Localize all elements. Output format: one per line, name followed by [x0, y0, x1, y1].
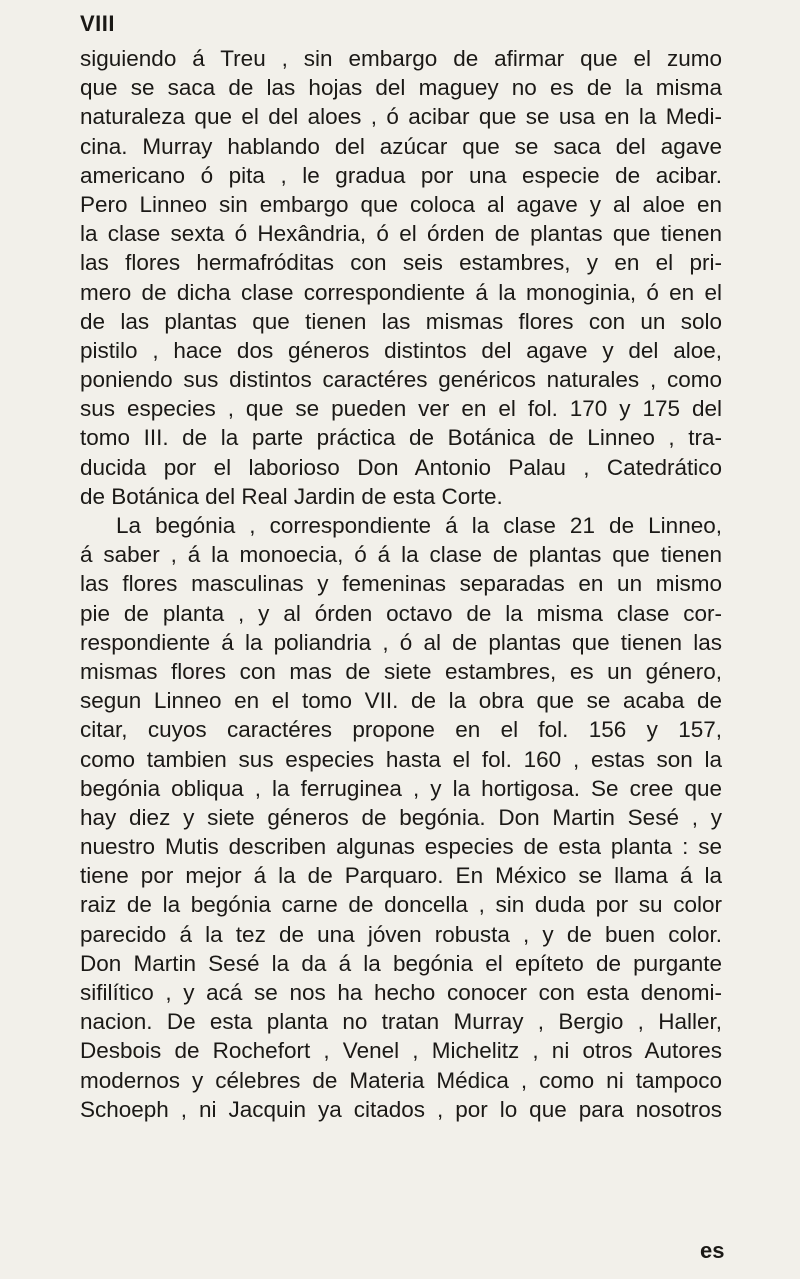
text-line: las flores hermafróditas con seis estambres, y en el pri-	[80, 250, 722, 276]
text-line: las flores masculinas y femeninas separadas en un mismo	[80, 571, 722, 597]
text-line: Don Martin Sesé la da á la begónia el epíteto de purgante	[80, 950, 722, 976]
text-line: segun Linneo en el tomo VII. de la obra que se acaba de	[80, 688, 722, 714]
body-text	[80, 44, 722, 1124]
paragraph-start-line: La begónia , correspondiente á la clase 21 de Linneo,	[116, 513, 722, 538]
text-line: siguiendo á Treu , sin embargo de afirmar que el zumo	[80, 46, 722, 71]
text-line: americano ó pita , le gradua por una especie de acibar.	[80, 162, 722, 188]
text-line: poniendo sus distintos caractéres genéricos naturales , como	[80, 367, 722, 393]
text-line: tomo III. de la parte práctica de Botánica de Linneo , tra-	[80, 425, 722, 451]
text-line: la clase sexta ó Hexândria, ó el órden de plantas que tienen	[80, 221, 722, 247]
text-line: tiene por mejor á la de Parquaro. En México se llama á la	[80, 863, 722, 889]
paragraph-end-line: de Botánica del Real Jardin de esta Corte.	[80, 483, 503, 509]
text-line: sifilítico , y acá se nos ha hecho conocer con esta denomi-	[80, 980, 722, 1005]
text-line: cina. Murray hablando del azúcar que se saca del agave	[80, 133, 722, 159]
text-line: como tambien sus especies hasta el fol. 160 , estas son la	[80, 746, 722, 772]
text-line: de las plantas que tienen las mismas flores con un solo	[80, 308, 722, 334]
text-line: mismas flores con mas de siete estambres, es un género,	[80, 658, 722, 684]
text-line: respondiente á la poliandria , ó al de plantas que tienen las	[80, 629, 722, 655]
text-line: hay diez y siete géneros de begónia. Don Martin Sesé , y	[80, 804, 722, 830]
text-line: pistilo , hace dos géneros distintos del agave y del aloe,	[80, 337, 722, 363]
text-line: modernos y célebres de Materia Médica , como ni tampoco	[80, 1067, 722, 1093]
text-line: Pero Linneo sin embargo que coloca al agave y al aloe en	[80, 191, 722, 217]
text-line: mero de dicha clase correspondiente á la monoginia, ó en el	[80, 279, 722, 305]
text-line: Desbois de Rochefort , Venel , Michelitz , ni otros Autores	[80, 1038, 722, 1064]
text-line: que se saca de las hojas del maguey no es de la misma	[80, 75, 722, 101]
catchword: es	[700, 1238, 725, 1263]
text-line: ducida por el laborioso Don Antonio Palau , Catedrático	[80, 454, 722, 480]
text-line: Schoeph , ni Jacquin ya citados , por lo que para nosotros	[80, 1096, 722, 1122]
text-line: sus especies , que se pueden ver en el fol. 170 y 175 del	[80, 396, 722, 422]
page-number: VIII	[80, 11, 116, 36]
text-line: pie de planta , y al órden octavo de la misma clase cor-	[80, 600, 722, 626]
text-line: citar, cuyos caractéres propone en el fol. 156 y 157,	[80, 717, 722, 743]
text-line: á saber , á la monoecia, ó á la clase de plantas que tienen	[80, 542, 722, 568]
text-line: nuestro Mutis describen algunas especies de esta planta : se	[80, 834, 722, 860]
text-line: begónia obliqua , la ferruginea , y la hortigosa. Se cree que	[80, 775, 722, 801]
text-line: nacion. De esta planta no tratan Murray , Bergio , Haller,	[80, 1009, 722, 1035]
text-line: parecido á la tez de una jóven robusta , y de buen color.	[80, 921, 722, 947]
text-line: naturaleza que el del aloes , ó acibar que se usa en la Medi-	[80, 104, 722, 130]
text-line: raiz de la begónia carne de doncella , sin duda por su color	[80, 892, 722, 918]
